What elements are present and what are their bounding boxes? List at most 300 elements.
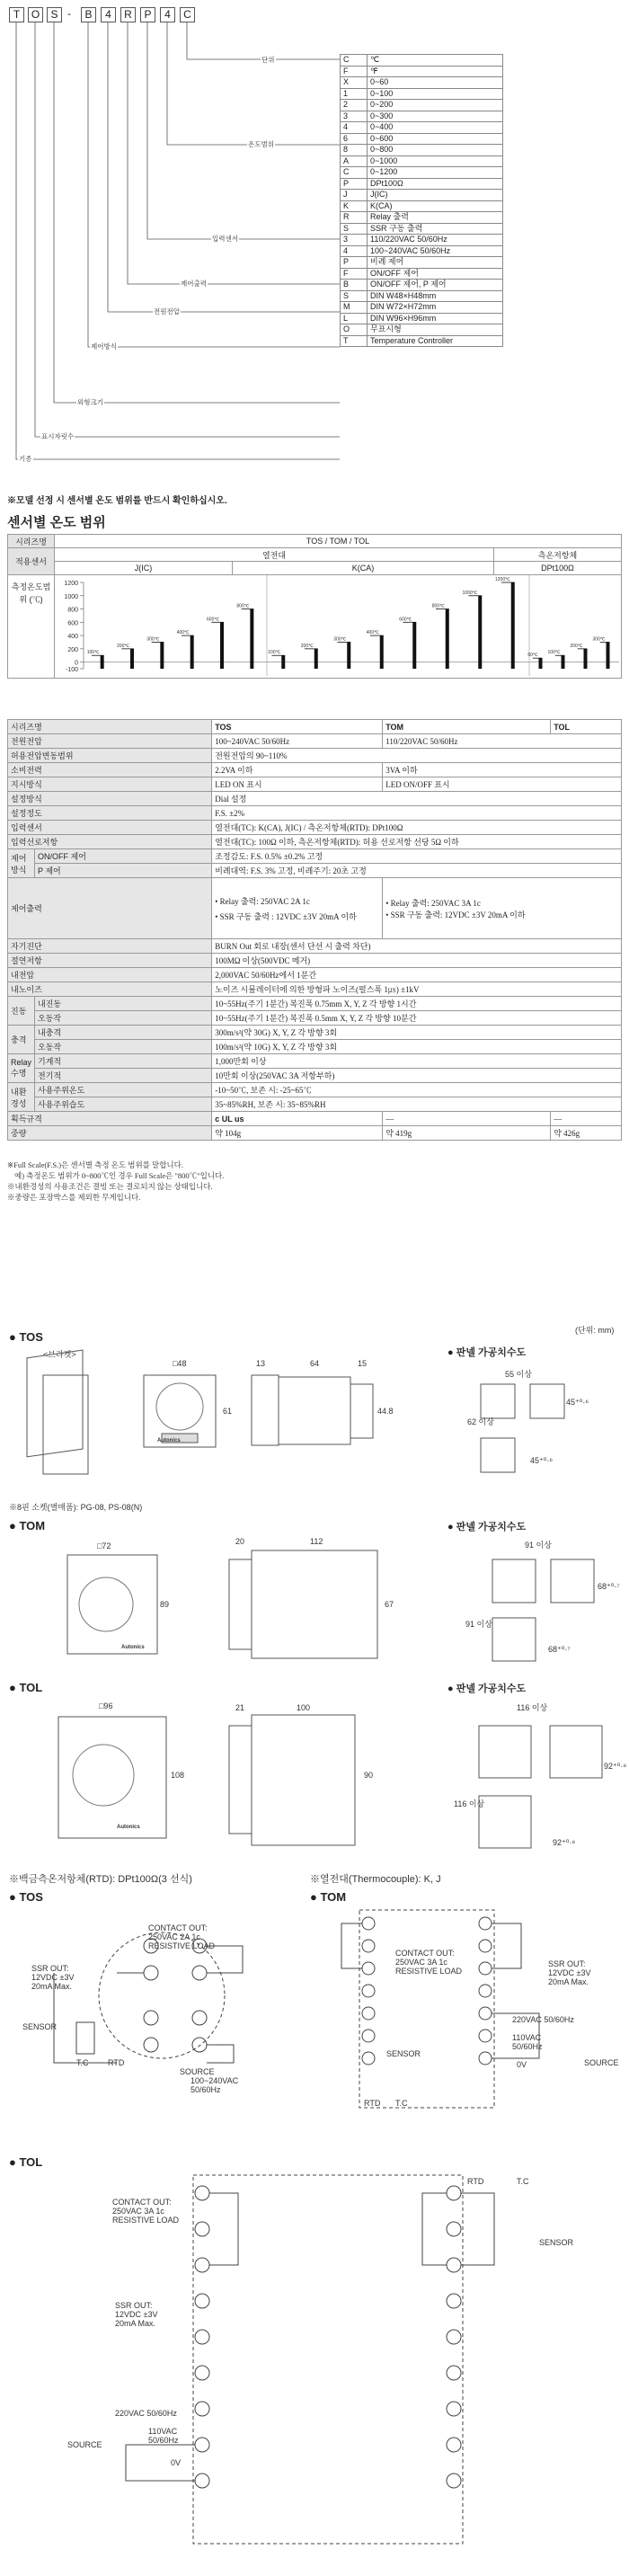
spec-value: 전원전압의 90~110% <box>212 749 622 763</box>
code-key: C <box>341 167 368 179</box>
code-key: 1 <box>341 88 368 100</box>
hz-label: 50/60Hz <box>148 2436 179 2445</box>
code-value: Temperature Controller <box>368 335 503 347</box>
code-key: F <box>341 66 368 77</box>
dim-tos: 64 <box>310 1359 320 1368</box>
spec-label: 내충격 <box>35 1026 212 1040</box>
contact-rating: 250VAC 3A 1c <box>395 1958 447 1967</box>
tc-label: 열전대 <box>55 548 494 562</box>
code-value: 0~400 <box>368 122 503 134</box>
range-chart <box>55 575 621 676</box>
sensor-label: SENSOR <box>386 2049 421 2058</box>
range-bar <box>130 649 134 669</box>
range-bar <box>539 658 543 669</box>
code-row <box>341 212 503 224</box>
spec-value: 비례대역: F.S. 3% 고정, 비례주기: 20초 고정 <box>212 864 622 878</box>
code-value: Relay 출력 <box>368 212 503 224</box>
output-line: • SSR 구동 출력: 12VDC ±3V 20mA 이하 <box>385 910 526 919</box>
tol-wiring <box>0 2171 629 2566</box>
panel-cut-title: ● 판넬 가공치수도 <box>447 1347 527 1358</box>
code-key: 4 <box>341 245 368 257</box>
spec-value: 300m/s²(약 30G) X, Y, Z 각 방향 3회 <box>212 1026 622 1040</box>
range-bar <box>250 609 253 669</box>
code-row <box>341 145 503 156</box>
spec-value: 10~55Hz(주기 1분간) 복진폭 0.75mm X, Y, Z 각 방향 1시간 <box>212 997 622 1011</box>
y-axis-label-cell <box>8 575 55 679</box>
rtd-title: ※백금측온저항체(RTD): DPt100Ω(3 선식) <box>9 1874 192 1885</box>
code-key: S <box>341 290 368 302</box>
bar-value-label: 100℃ <box>268 650 281 656</box>
code-row <box>341 178 503 190</box>
spec-value: LED ON 표시 <box>212 777 383 792</box>
label-control-method: 제어방식 <box>91 342 117 351</box>
code-key: 8 <box>341 145 368 156</box>
ssr-current: 20mA Max. <box>548 1977 589 1986</box>
dim-tos-cut: 62 이상 <box>467 1417 494 1426</box>
spec-value: F.S. ±2% <box>212 806 622 821</box>
spec-head-tom: TOM <box>383 720 551 734</box>
spec-group: 진동 <box>8 997 35 1026</box>
code-value: ℉ <box>368 66 503 77</box>
code-row <box>341 111 503 122</box>
spec-value: — <box>551 1112 622 1126</box>
label-control-output: 제어출력 <box>181 280 207 288</box>
dim-tom-cut: 91 이상 <box>525 1541 552 1550</box>
spec-label: 제어출력 <box>8 878 212 939</box>
dim-tos: 15 <box>358 1359 368 1368</box>
code-row <box>341 235 503 246</box>
code-row <box>341 200 503 212</box>
code-row <box>341 133 503 145</box>
code-char: T <box>9 7 24 22</box>
spec-label: 사용주위습도 <box>35 1097 212 1112</box>
resistive-load: RESISTIVE LOAD <box>112 2216 180 2225</box>
dim-tos-cut: 55 이상 <box>505 1370 532 1379</box>
bar-value-label: 400℃ <box>176 630 190 636</box>
chart-cell <box>55 575 622 679</box>
range-bar <box>511 582 515 669</box>
code-key: 3 <box>341 111 368 122</box>
dim-tos: 44.8 <box>377 1407 394 1416</box>
dim-tos: 13 <box>256 1359 266 1368</box>
code-key: 4 <box>341 122 368 134</box>
spec-value: 약 104g <box>212 1126 383 1141</box>
spec-label: 전원전압 <box>8 734 212 749</box>
spec-value: 10만회 이상(250VAC 3A 저항부하) <box>212 1069 622 1083</box>
spec-value: Dial 설정 <box>212 792 622 806</box>
code-row <box>341 66 503 77</box>
range-bar <box>446 609 449 669</box>
code-row <box>341 190 503 201</box>
range-bar <box>478 596 482 669</box>
tc-label: T.C <box>517 2177 529 2186</box>
bar-value-label: 600℃ <box>207 617 219 623</box>
spec-value: 35~85%RH, 보존 시: 35~85%RH <box>212 1097 622 1112</box>
code-value: 0~300 <box>368 111 503 122</box>
output-line: • Relay 출력: 250VAC 3A 1c <box>385 898 481 908</box>
spec-head-tol: TOL <box>551 720 622 734</box>
model-note: ※모델 선정 시 센서별 온도 범위를 반드시 확인하십시오. <box>7 496 227 506</box>
bar-value-label: 200℃ <box>300 643 314 649</box>
code-char: B <box>81 7 96 22</box>
code-value: DIN W72×H72mm <box>368 302 503 314</box>
spec-value <box>212 878 383 939</box>
code-row <box>341 268 503 280</box>
spec-head-tos: TOS <box>212 720 383 734</box>
spec-value: 노이즈 시뮬레이터에 의한 방형파 노이즈(펄스폭 1㎲) ±1kV <box>212 982 622 997</box>
code-key: L <box>341 313 368 324</box>
ssr-out: SSR OUT: <box>31 1964 69 1973</box>
panel-cut-title: ● 판넬 가공치수도 <box>447 1683 527 1694</box>
code-value: 0~600 <box>368 133 503 145</box>
bar-value-label: 200℃ <box>570 643 583 649</box>
y-tick-label: -100 <box>65 667 78 673</box>
tc-label: T.C <box>76 2058 89 2067</box>
dim-tom: 20 <box>235 1537 245 1546</box>
code-char: O <box>28 7 43 22</box>
spec-label: ON/OFF 제어 <box>35 849 212 864</box>
y-tick-label: 400 <box>67 634 78 641</box>
spec-group: Relay 수명 <box>8 1054 35 1083</box>
spec-label: 기계적 <box>35 1054 212 1069</box>
code-dash: - <box>67 7 71 20</box>
code-key: J <box>341 190 368 201</box>
range-table <box>7 534 622 679</box>
code-key: M <box>341 302 368 314</box>
spec-value: 100~240VAC 50/60Hz <box>212 734 383 749</box>
ssr-voltage: 12VDC ±3V <box>31 1973 75 1982</box>
code-value: 100~240VAC 50/60Hz <box>368 245 503 257</box>
spec-value: 조정감도: F.S. 0.5% ±0.2% 고정 <box>212 849 622 864</box>
source-label: SOURCE <box>180 2067 215 2076</box>
dim-tos: 61 <box>223 1407 233 1416</box>
code-key: 2 <box>341 100 368 111</box>
code-row <box>341 167 503 179</box>
label-display: 표시자릿수 <box>41 432 75 440</box>
code-row <box>341 302 503 314</box>
code-key: P <box>341 257 368 269</box>
code-row <box>341 290 503 302</box>
brand-tos: Autonics <box>157 1438 181 1443</box>
range-bar <box>190 635 194 669</box>
code-row <box>341 335 503 347</box>
dim-tom: 89 <box>160 1600 170 1609</box>
ssr-voltage: 12VDC ±3V <box>548 1968 591 1977</box>
code-char: P <box>140 7 155 22</box>
code-row <box>341 324 503 336</box>
code-row <box>341 122 503 134</box>
label-temp-range: 온도범위 <box>248 140 274 148</box>
y-tick-label: 1000 <box>64 593 78 600</box>
code-value: 0~100 <box>368 88 503 100</box>
resistive-load: RESISTIVE LOAD <box>395 1967 463 1976</box>
sensor-label: SENSOR <box>539 2238 574 2247</box>
tom-wiring <box>306 1905 629 2112</box>
code-value: SSR 구동 출력 <box>368 223 503 235</box>
rtd-label: RTD <box>364 2099 381 2108</box>
spec-label: 오동작 <box>35 1040 212 1054</box>
footnote: ※중량은 포장박스를 제외한 무게입니다. <box>7 1193 141 1202</box>
code-value: 0~800 <box>368 145 503 156</box>
spec-label: P 제어 <box>35 864 212 878</box>
code-key: T <box>341 335 368 347</box>
ssr-current: 20mA Max. <box>31 1982 73 1991</box>
code-value: DIN W96×H96mm <box>368 313 503 324</box>
spec-value: 10~55Hz(주기 1분간) 복진폭 0.5mm X, Y, Z 각 방향 10분간 <box>212 1011 622 1026</box>
code-char: R <box>120 7 136 22</box>
spec-label: 사용주위온도 <box>35 1083 212 1097</box>
dim-tom: 112 <box>310 1537 323 1546</box>
bracket-label: <브라켓> <box>43 1350 76 1359</box>
tol-dim-title: ● TOL <box>9 1681 43 1694</box>
sensor-label: 적용센서 <box>8 548 55 575</box>
dim-tom-cut: 68⁺⁰·⁷ <box>598 1582 620 1591</box>
ordering-table <box>340 54 503 347</box>
bar-value-label: 200℃ <box>117 643 129 649</box>
range-bar <box>412 622 416 669</box>
y-tick-label: 200 <box>67 646 78 653</box>
spec-value: BURN Out 회로 내장(센서 단선 시 출력 차단) <box>212 939 622 954</box>
wiring-tom-title: ● TOM <box>310 1890 347 1904</box>
spec-label: 설정정도 <box>8 806 212 821</box>
spec-label: 오동작 <box>35 1011 212 1026</box>
code-row <box>341 280 503 291</box>
source-hz: 50/60Hz <box>190 2085 221 2094</box>
spec-value: 2,000VAC 50/60Hz에서 1분간 <box>212 968 622 982</box>
y-tick-label: 600 <box>67 620 78 627</box>
code-char: 4 <box>160 7 175 22</box>
output-line: • SSR 구동 출력 : 12VDC ±3V 20mA 이하 <box>215 911 357 921</box>
contact-rating: 250VAC 2A 1c <box>148 1932 200 1941</box>
y-tick-label: 0 <box>75 660 78 667</box>
dim-tos-cut: 45⁺⁰·⁶ <box>530 1456 554 1465</box>
code-value: ℃ <box>368 55 503 67</box>
code-row <box>341 313 503 324</box>
code-key: F <box>341 268 368 280</box>
resistive-load: RESISTIVE LOAD <box>148 1941 216 1950</box>
ssr-voltage: 12VDC ±3V <box>115 2310 158 2319</box>
contact-rating: 250VAC 3A 1c <box>112 2207 164 2216</box>
dim-tos-front: □48 <box>173 1359 187 1368</box>
spec-group: 내환경성 <box>8 1083 35 1112</box>
code-value: 0~1000 <box>368 155 503 167</box>
range-bar <box>101 655 104 669</box>
code-key: C <box>341 55 368 67</box>
code-value: J(IC) <box>368 190 503 201</box>
code-value: DIN W48×H48mm <box>368 290 503 302</box>
ordering-lines <box>0 0 629 485</box>
range-bar <box>380 635 384 669</box>
spec-value: 100MΩ 이상(500VDC 메거) <box>212 954 622 968</box>
spec-label: 획득규격 <box>8 1112 212 1126</box>
socket-note: ※8핀 소켓(별매품): PG-08, PS-08(N) <box>9 1503 143 1512</box>
code-char: C <box>180 7 195 22</box>
code-char: 4 <box>101 7 116 22</box>
spec-value: 열전대(TC): K(CA), J(IC) / 측온저항체(RTD): DPt100Ω <box>212 821 622 835</box>
spec-value: 110/220VAC 50/60Hz <box>383 734 622 749</box>
code-key: P <box>341 178 368 190</box>
dim-tom-cut: 91 이상 <box>465 1620 492 1629</box>
code-row <box>341 223 503 235</box>
code-value: 0~60 <box>368 77 503 89</box>
label-size: 외형크기 <box>77 398 103 406</box>
bar-value-label: 600℃ <box>399 617 412 623</box>
tos-dim-drawing <box>0 1321 629 1501</box>
dim-tol: 108 <box>171 1771 185 1780</box>
label-power: 전원전압 <box>154 307 180 315</box>
spec-label: 자기진단 <box>8 939 212 954</box>
dim-tol: 90 <box>364 1771 374 1780</box>
label-item: 기종 <box>19 455 32 463</box>
dim-tol: □96 <box>99 1701 113 1710</box>
bar-value-label: 800℃ <box>236 603 250 609</box>
code-row <box>341 100 503 111</box>
code-value: ON/OFF 제어, P 제어 <box>368 280 503 291</box>
rtd-label: RTD <box>467 2177 484 2186</box>
spec-label: 입력센서 <box>8 821 212 835</box>
contact-out: CONTACT OUT: <box>395 1949 455 1958</box>
range-bar <box>347 642 350 669</box>
bar-value-label: 400℃ <box>366 630 379 636</box>
y-axis-label: 측정온도범위 (℃) <box>11 582 51 604</box>
spec-label: 소비전력 <box>8 763 212 777</box>
code-value: 0~200 <box>368 100 503 111</box>
code-key: B <box>341 280 368 291</box>
wiring-tos-title: ● TOS <box>9 1890 43 1904</box>
ssr-out: SSR OUT: <box>548 1959 586 1968</box>
code-value: K(CA) <box>368 200 503 212</box>
k-label: K(CA) <box>233 562 494 575</box>
sensor-label: SENSOR <box>22 2022 58 2031</box>
range-bar <box>160 642 164 669</box>
code-key: R <box>341 212 368 224</box>
v110-label: 110VAC <box>148 2427 178 2436</box>
code-key: A <box>341 155 368 167</box>
dim-tol: 100 <box>297 1703 311 1712</box>
dim-tos-cut: 45⁺⁰·⁶ <box>566 1398 589 1407</box>
brand-tom: Autonics <box>121 1645 145 1650</box>
rtd-sub: DPt100Ω <box>494 562 622 575</box>
bar-value-label: 1000℃ <box>462 590 478 596</box>
source-label: SOURCE <box>67 2440 102 2449</box>
code-char: S <box>47 7 62 22</box>
v110-label: 110VAC <box>512 2033 542 2042</box>
v220-label: 220VAC 50/60Hz <box>115 2409 177 2418</box>
rtd-label: RTD <box>108 2058 125 2067</box>
y-tick-label: 800 <box>67 607 78 614</box>
spec-value: LED ON/OFF 표시 <box>383 777 622 792</box>
contact-out: CONTACT OUT: <box>112 2198 172 2207</box>
spec-value: 약 419g <box>383 1126 551 1141</box>
spec-group: 충격 <box>8 1026 35 1054</box>
dim-tol-cut: 116 이상 <box>454 1799 485 1808</box>
hz-label: 50/60Hz <box>512 2042 543 2051</box>
range-bar <box>220 622 224 669</box>
dim-tol-cut: 92⁺⁰·⁸ <box>604 1762 627 1771</box>
bar-value-label: 300℃ <box>592 636 606 643</box>
code-key: O <box>341 324 368 336</box>
range-bar <box>607 642 610 669</box>
dim-tol-cut: 92⁺⁰·⁸ <box>553 1838 576 1847</box>
ul-mark: c UL us <box>212 1112 383 1126</box>
spec-label: 입력선로저항 <box>8 835 212 849</box>
range-bar <box>584 649 588 669</box>
spec-value: — <box>383 1112 551 1126</box>
footnote: ※내환경성의 사용조건은 결빙 또는 결로되지 않는 상태입니다. <box>7 1182 213 1191</box>
spec-value: 3VA 이하 <box>383 763 622 777</box>
spec-label: 설정방식 <box>8 792 212 806</box>
code-key: X <box>341 77 368 89</box>
bar-value-label: 800℃ <box>431 603 445 609</box>
spec-label: 지시방식 <box>8 777 212 792</box>
ov-label: 0V <box>517 2060 527 2069</box>
code-value: 0~1200 <box>368 167 503 179</box>
spec-label: 허용전압변동범위 <box>8 749 212 763</box>
footnote: ※Full Scale(F.S.)은 센서별 측정 온도 범위를 말합니다. <box>7 1160 183 1169</box>
spec-table <box>7 719 622 1141</box>
tc-label: T.C <box>395 2099 408 2108</box>
code-value: 110/220VAC 50/60Hz <box>368 235 503 246</box>
dim-tol-cut: 116 이상 <box>517 1703 548 1712</box>
tos-dim-title: ● TOS <box>9 1330 43 1344</box>
source-label: SOURCE <box>584 2058 619 2067</box>
bar-value-label: 300℃ <box>333 636 347 643</box>
code-value: DPt100Ω <box>368 178 503 190</box>
ov-label: 0V <box>171 2458 182 2467</box>
spec-value: 열전대(TC): 100Ω 이하, 측온저항체(RTD): 허용 선로저항 선당 5Ω 이하 <box>212 835 622 849</box>
bar-value-label: 60℃ <box>527 653 538 659</box>
code-value: ON/OFF 제어 <box>368 268 503 280</box>
spec-label: 전기적 <box>35 1069 212 1083</box>
code-row <box>341 257 503 269</box>
bar-value-label: 300℃ <box>146 636 160 643</box>
footnote: 예) 측정온도 범위가 0~800℃인 경우 Full Scale은 "800℃"입니다. <box>14 1171 225 1180</box>
y-tick-label: 1200 <box>64 581 78 587</box>
series-label: 시리즈명 <box>8 535 55 548</box>
spec-value: 1,000만회 이상 <box>212 1054 622 1069</box>
spec-value: 2.2VA 이하 <box>212 763 383 777</box>
tc-title: ※열전대(Thermocouple): K, J <box>310 1874 441 1885</box>
ssr-current: 20mA Max. <box>115 2319 156 2328</box>
range-bar <box>314 649 318 669</box>
code-key: S <box>341 223 368 235</box>
bar-value-label: 100℃ <box>86 650 100 656</box>
spec-label: 내노이즈 <box>8 982 212 997</box>
bar-value-label: 1200℃ <box>495 577 510 582</box>
spec-label: 내진동 <box>35 997 212 1011</box>
spec-value: 약 426g <box>551 1126 622 1141</box>
brand-tol: Autonics <box>117 1825 140 1830</box>
spec-head-label: 시리즈명 <box>8 720 212 734</box>
contact-out: CONTACT OUT: <box>148 1923 208 1932</box>
code-row <box>341 88 503 100</box>
code-row <box>341 245 503 257</box>
range-title: 센서별 온도 범위 <box>7 515 106 530</box>
spec-group: 제어 방식 <box>8 849 35 878</box>
output-line: • Relay 출력: 250VAC 2A 1c <box>215 896 310 906</box>
v220-label: 220VAC 50/60Hz <box>512 2015 574 2024</box>
panel-cut-title: ● 판넬 가공치수도 <box>447 1522 527 1532</box>
spec-value <box>383 878 622 939</box>
tol-dim-drawing <box>0 1699 629 1852</box>
range-bar <box>562 655 565 669</box>
spec-label: 내전압 <box>8 968 212 982</box>
code-row <box>341 155 503 167</box>
dim-tol: 21 <box>235 1703 245 1712</box>
code-row <box>341 55 503 67</box>
unit-note: (단위: mm) <box>575 1326 615 1335</box>
dim-tom-cut: 68⁺⁰·⁷ <box>548 1645 571 1654</box>
